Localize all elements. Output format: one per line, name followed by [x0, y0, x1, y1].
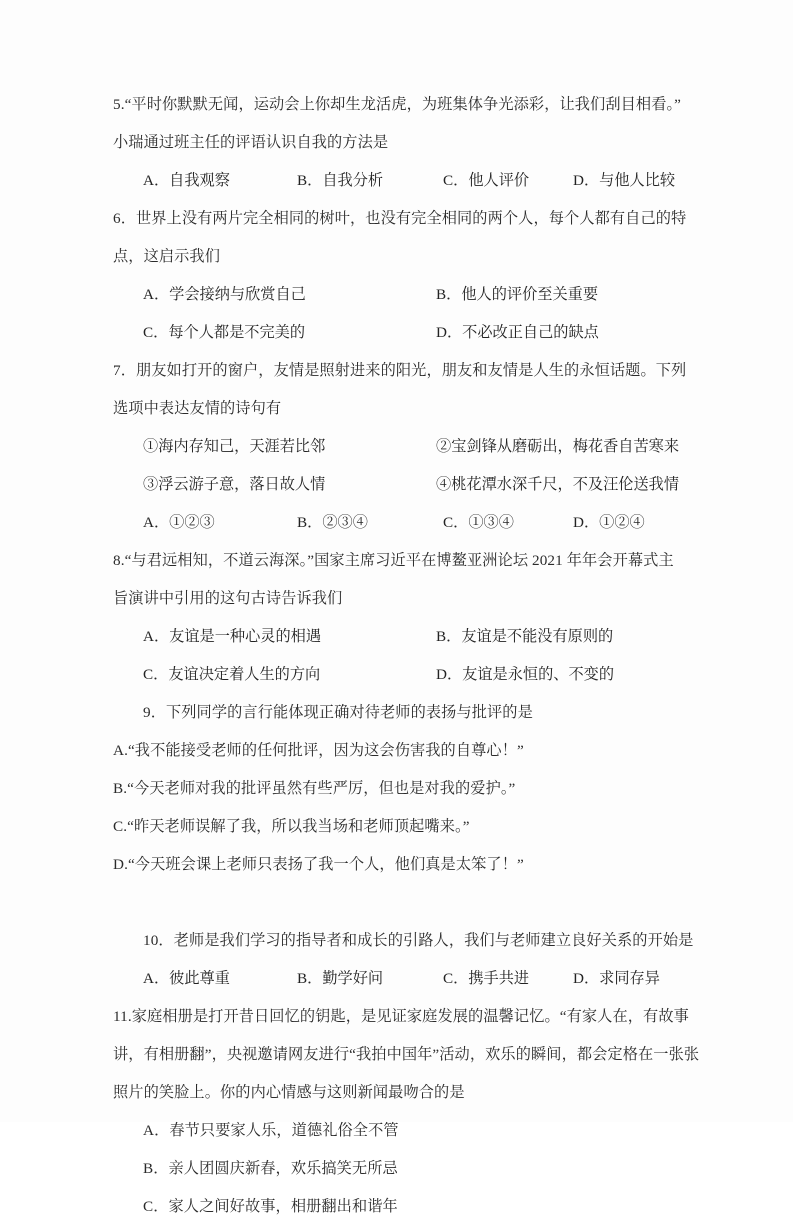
- question-10-options: [113, 960, 681, 998]
- question-10-option-c[interactable]: C．携手共进: [443, 970, 530, 987]
- question-8-options-row-2: [113, 656, 681, 694]
- question-10-stem-line-1: 10．老师是我们学习的指导者和成长的引路人，我们与老师建立良好关系的开始是: [143, 932, 694, 949]
- question-7-option-a[interactable]: A．①②③: [143, 514, 215, 531]
- question-9-option-a[interactable]: A.“我不能接受老师的任何批评，因为这会伤害我的自尊心！”: [113, 742, 524, 759]
- question-5: [113, 86, 681, 200]
- question-5-option-d[interactable]: D．与他人比较: [573, 172, 676, 189]
- question-5-option-b[interactable]: B．自我分析: [297, 172, 384, 189]
- question-8-stem-line-1: 8.“与君远相知，不道云海深。”国家主席习近平在博鳌亚洲论坛 2021 年年会开幕式主: [113, 552, 674, 569]
- question-6-options-row-2: [113, 314, 681, 352]
- question-6-options-row-1: [113, 276, 681, 314]
- question-7-material-row-2: [113, 466, 681, 504]
- section-spacer: [113, 884, 681, 922]
- question-10-option-b[interactable]: B．勤学好问: [297, 970, 384, 987]
- question-9-stem-line-1: 9．下列同学的言行能体现正确对待老师的表扬与批评的是: [143, 704, 533, 721]
- question-9: [113, 694, 681, 884]
- question-5-option-c[interactable]: C．他人评价: [443, 172, 530, 189]
- question-list: [113, 86, 700, 1226]
- question-7-stem-line-1: 7．朋友如打开的窗户，友情是照射进来的阳光，朋友和友情是人生的永恒话题。下列: [113, 362, 687, 379]
- question-9-option-c[interactable]: C.“昨天老师误解了我，所以我当场和老师顶起嘴来。”: [113, 818, 470, 835]
- question-6-stem-line-2: 点，这启示我们: [113, 248, 221, 265]
- question-8-option-a[interactable]: A．友谊是一种心灵的相遇: [143, 628, 322, 645]
- question-8-options-row-1: [113, 618, 681, 656]
- question-7-option-d[interactable]: D．①②④: [573, 514, 645, 531]
- question-6-option-b[interactable]: B．他人的评价至关重要: [436, 286, 599, 303]
- question-5-stem-line-1: 5.“平时你默默无闻，运动会上你却生龙活虎，为班集体争光添彩，让我们刮目相看。”: [113, 96, 682, 113]
- question-7-options: [113, 504, 681, 542]
- question-7: [113, 352, 687, 542]
- question-7-material-3: ③浮云游子意，落日故人情: [143, 476, 326, 493]
- question-8-stem-line-2: 旨演讲中引用的这句古诗告诉我们: [113, 590, 343, 607]
- question-7-material-row-1: [113, 428, 681, 466]
- question-7-material-4: ④桃花潭水深千尺，不及汪伦送我情: [436, 476, 679, 493]
- question-8-option-c[interactable]: C．友谊决定着人生的方向: [143, 666, 321, 683]
- question-6-option-c[interactable]: C．每个人都是不完美的: [143, 324, 306, 341]
- question-6-stem-line-1: 6．世界上没有两片完全相同的树叶，也没有完全相同的两个人，每个人都有自己的特: [113, 210, 687, 227]
- question-11: [113, 998, 700, 1226]
- question-6: [113, 200, 687, 352]
- question-10-option-d[interactable]: D．求同存异: [573, 970, 660, 987]
- question-11-stem-line-2: 讲，有相册翻”，央视邀请网友进行“我拍中国年”活动，欢乐的瞬间，都会定格在一张张: [113, 1046, 700, 1063]
- question-7-material-2: ②宝剑锋从磨砺出，梅花香自苦寒来: [436, 438, 679, 455]
- question-11-stem-line-1: 11.家庭相册是打开昔日回忆的钥匙，是见证家庭发展的温馨记忆。“有家人在，有故事: [113, 1008, 689, 1025]
- question-6-option-d[interactable]: D．不必改正自己的缺点: [436, 324, 599, 341]
- question-8-option-d[interactable]: D．友谊是永恒的、不变的: [436, 666, 615, 683]
- question-10-option-a[interactable]: A．彼此尊重: [143, 970, 230, 987]
- question-11-option-a[interactable]: A．春节只要家人乐，道德礼俗全不管: [143, 1122, 399, 1139]
- question-7-stem-line-2: 选项中表达友情的诗句有: [113, 400, 282, 417]
- question-5-stem-line-2: 小瑞通过班主任的评语认识自我的方法是: [113, 134, 389, 151]
- question-5-options: [113, 162, 681, 200]
- question-11-option-c[interactable]: C．家人之间好故事，相册翻出和谐年: [143, 1198, 398, 1215]
- question-9-option-d[interactable]: D.“今天班会课上老师只表扬了我一个人，他们真是太笨了！”: [113, 856, 524, 873]
- question-6-option-a[interactable]: A．学会接纳与欣赏自己: [143, 286, 306, 303]
- question-5-option-a[interactable]: A．自我观察: [143, 172, 230, 189]
- question-7-option-c[interactable]: C．①③④: [443, 514, 514, 531]
- question-11-stem-line-3: 照片的笑脸上。你的内心情感与这则新闻最吻合的是: [113, 1084, 465, 1101]
- question-10: [113, 922, 694, 998]
- question-8-option-b[interactable]: B．友谊是不能没有原则的: [436, 628, 614, 645]
- question-7-material-1: ①海内存知己，天涯若比邻: [143, 438, 326, 455]
- question-11-option-b[interactable]: B．亲人团圆庆新春，欢乐搞笑无所忌: [143, 1160, 398, 1177]
- question-9-option-b[interactable]: B.“今天老师对我的批评虽然有些严厉，但也是对我的爱护。”: [113, 780, 516, 797]
- question-7-option-b[interactable]: B．②③④: [297, 514, 368, 531]
- question-8: [113, 542, 681, 694]
